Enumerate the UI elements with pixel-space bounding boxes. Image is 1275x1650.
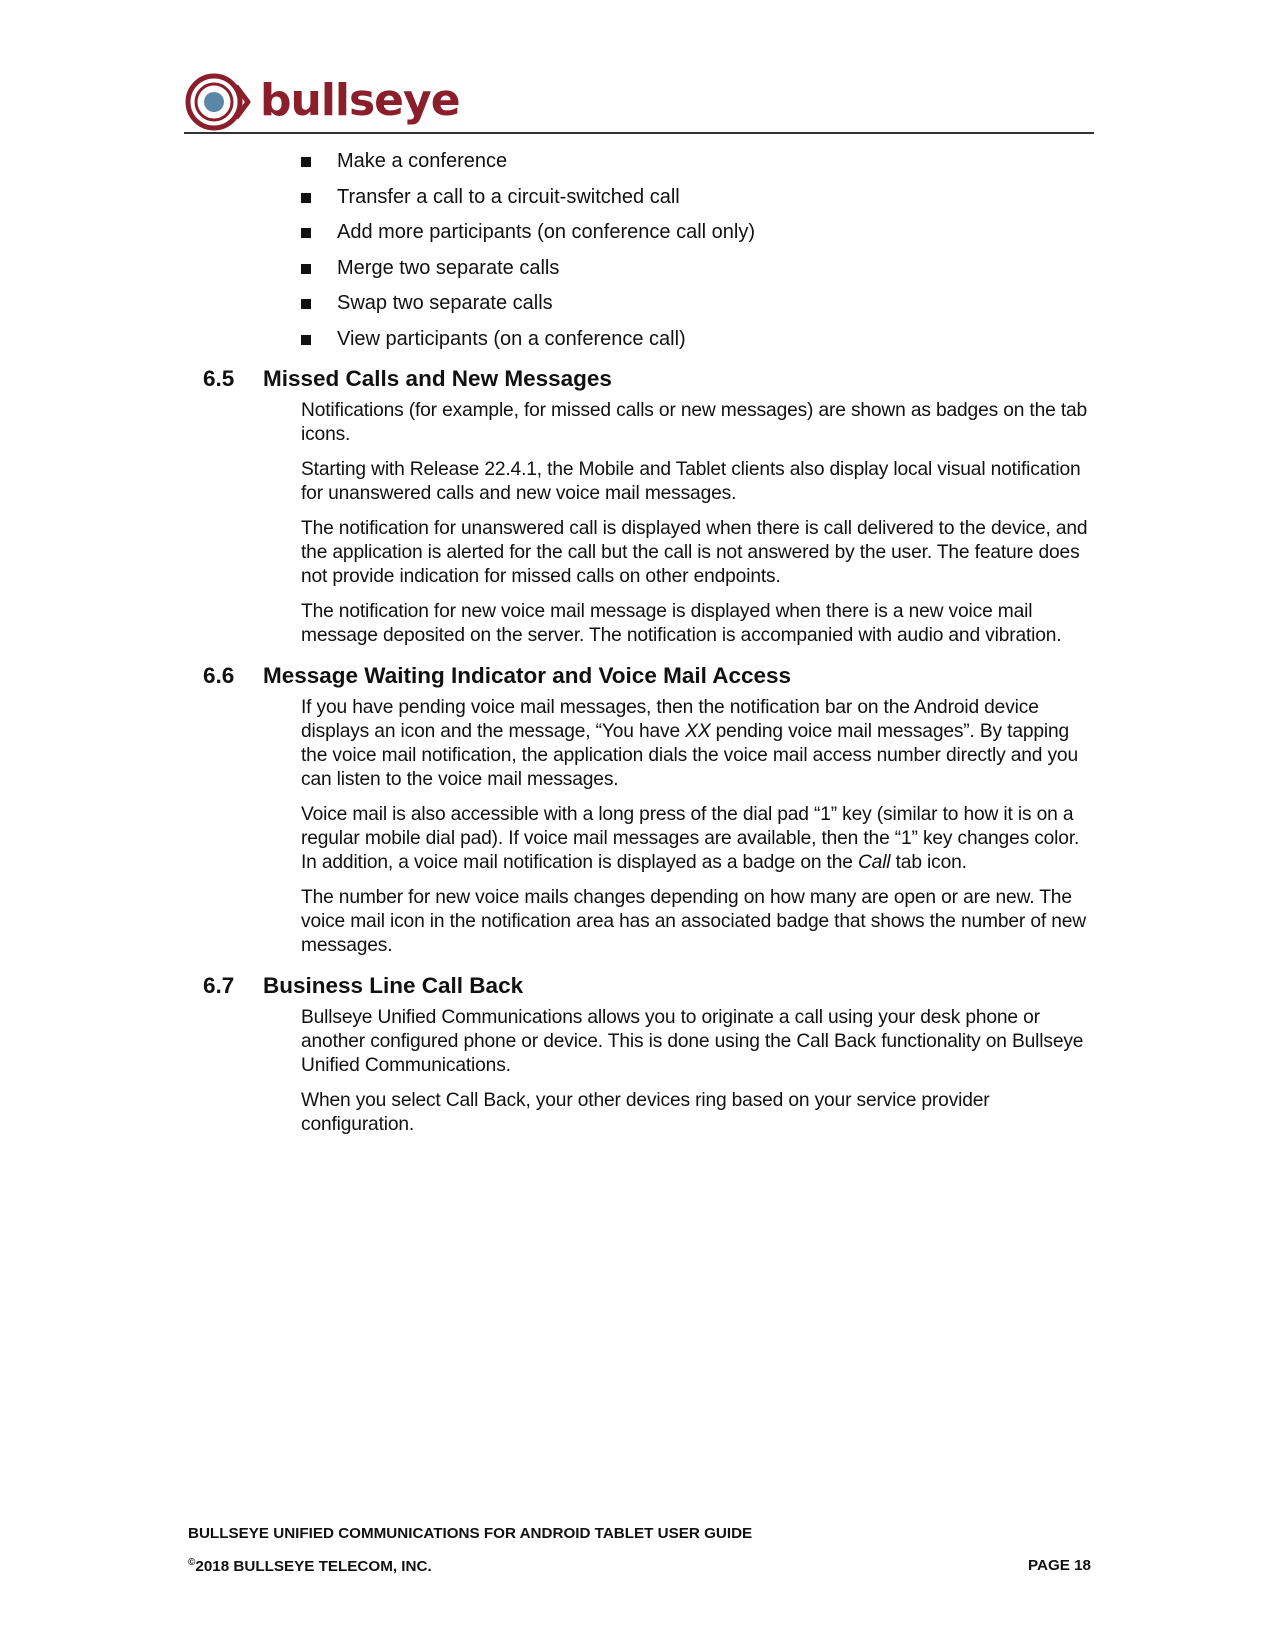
bullet-item: Swap two separate calls xyxy=(337,292,1275,315)
bullseye-logo xyxy=(184,72,504,132)
section-6-5 xyxy=(0,365,1275,648)
section-6-7 xyxy=(0,972,1275,1137)
footer-page-number: PAGE 18 xyxy=(1027,1557,1091,1574)
logo-wordmark: bullseye xyxy=(260,75,460,126)
bullet-item: Make a conference xyxy=(337,150,1275,173)
square-bullet-icon xyxy=(301,193,311,203)
square-bullet-icon xyxy=(301,335,311,345)
square-bullet-icon xyxy=(301,228,311,238)
paragraph: If you have pending voice mail messages, then the notification bar on the Android device displays an icon and the message, “You have XX pending voice mail messages”. By tapping the voice mail notification, the application dials the voice mail access number directly and you can listen to the voice mail messages. xyxy=(301,696,1078,790)
section-title: Business Line Call Back xyxy=(263,972,524,998)
footer-guide-title: BULLSEYE UNIFIED COMMUNICATIONS FOR ANDROID TABLET USER GUIDE xyxy=(188,1525,753,1542)
paragraph: Bullseye Unified Communications allows you to originate a call using your desk phone or another configured phone or device. This is done using the Call Back functionality on Bullseye Unified Communications. xyxy=(301,1006,1084,1076)
square-bullet-icon xyxy=(301,157,311,167)
section-heading xyxy=(0,365,1275,393)
section-number: 6.5 xyxy=(203,365,235,391)
bullet-item: Transfer a call to a circuit-switched call xyxy=(337,186,1275,209)
page-body xyxy=(0,150,1275,1148)
section-number: 6.6 xyxy=(203,662,235,688)
section-heading xyxy=(0,972,1275,1000)
paragraph: Starting with Release 22.4.1, the Mobile and Tablet clients also display local visual notification for unanswered calls and new voice mail messages. xyxy=(301,458,1081,504)
square-bullet-icon xyxy=(301,299,311,309)
paragraph: The notification for new voice mail message is displayed when there is a new voice mail message deposited on the server. The notification is accompanied with audio and vibration. xyxy=(301,600,1062,646)
section-title: Message Waiting Indicator and Voice Mail Access xyxy=(263,662,792,688)
bullet-item: View participants (on a conference call) xyxy=(337,328,1275,351)
paragraph: Notifications (for example, for missed calls or new messages) are shown as badges on the tab icons. xyxy=(301,399,1088,445)
square-bullet-icon xyxy=(301,264,311,274)
section-heading xyxy=(0,662,1275,690)
feature-bullet-list xyxy=(0,150,1275,351)
section-number: 6.7 xyxy=(203,972,235,998)
paragraph: When you select Call Back, your other devices ring based on your service provider configuration. xyxy=(301,1089,990,1135)
section-6-6 xyxy=(0,662,1275,958)
header-divider xyxy=(184,132,1094,134)
footer-copyright: ©2018 BULLSEYE TELECOM, INC. xyxy=(188,1557,432,1575)
paragraph: Voice mail is also accessible with a long press of the dial pad “1” key (similar to how it is on a regular mobile dial pad). If voice mail messages are available, then the “1” key changes color. In addition, a voice mail notification is displayed as a badge on the Call tab icon. xyxy=(301,803,1080,873)
section-title: Missed Calls and New Messages xyxy=(263,365,612,391)
copyright-symbol: © xyxy=(188,1557,196,1568)
bullet-item: Merge two separate calls xyxy=(337,257,1275,280)
paragraph: The number for new voice mails changes depending on how many are open or are new. The voice mail icon in the notification area has an associated badge that shows the number of new messages. xyxy=(301,886,1086,956)
paragraph: The notification for unanswered call is displayed when there is call delivered to the device, and the application is alerted for the call but the call is not answered by the user. The feature does not provide indication for missed calls on other endpoints. xyxy=(301,517,1088,587)
bullet-item: Add more participants (on conference call only) xyxy=(337,221,1275,244)
page-header xyxy=(184,72,1094,134)
